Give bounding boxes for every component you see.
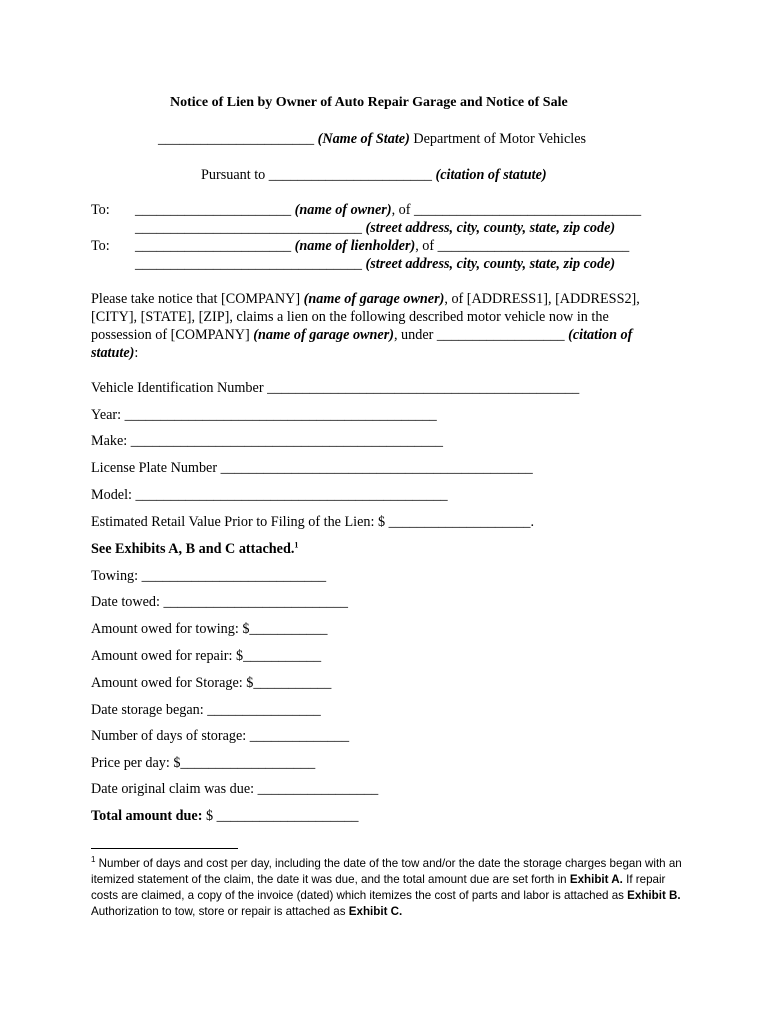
- owner-line: [135, 201, 641, 219]
- owner-label: (name of owner): [294, 202, 392, 218]
- storage-began-field: Date storage began: ________________: [91, 702, 321, 718]
- footnote-text: Authorization to tow, store or repair is attached as: [91, 905, 349, 918]
- citation-label: statute): [91, 345, 135, 361]
- notice-text: , of [ADDRESS1], [ADDRESS2],: [444, 291, 640, 307]
- lienholder-blank-2: ___________________________: [437, 238, 630, 254]
- document-title: Notice of Lien by Owner of Auto Repair Garage and Notice of Sale: [170, 95, 568, 110]
- exhibit-c-ref: Exhibit C.: [348, 905, 403, 918]
- notice-text: Please take notice that [COMPANY]: [91, 291, 304, 307]
- amount-storage-field: Amount owed for Storage: $___________: [91, 675, 332, 691]
- pursuant-line: [201, 166, 547, 184]
- lienholder-blank: ______________________: [135, 238, 292, 254]
- price-per-day-field: Price per day: $___________________: [91, 755, 316, 771]
- notice-text: possession of [COMPANY]: [91, 327, 254, 343]
- owner-address-line: [135, 219, 615, 237]
- to-owner-label: To:: [91, 202, 110, 218]
- year-field: Year: ____________________________________________: [91, 407, 437, 423]
- days-storage-field: Number of days of storage: ______________: [91, 728, 350, 744]
- make-field: Make: ____________________________________________: [91, 433, 443, 449]
- lienholder-of: , of: [415, 238, 438, 254]
- total-due-label: Total amount due:: [91, 808, 203, 824]
- footnote-text: If repair costs are claimed, a copy of the invoice (dated) which itemizes the cost of parts and labor is attached as: [91, 873, 666, 902]
- to-lienholder-label: To:: [91, 238, 110, 254]
- lienholder-line: [135, 237, 629, 255]
- lienholder-address-label: (street address, city, county, state, zip code): [365, 256, 616, 272]
- total-due-field: [91, 807, 358, 825]
- exhibits-text: See Exhibits A, B and C attached.: [91, 541, 295, 557]
- owner-address-blank: ________________________________: [135, 220, 362, 236]
- state-label: (Name of State): [317, 131, 410, 147]
- total-due-blank: $ ____________________: [202, 808, 359, 824]
- notice-line-4: [91, 344, 138, 362]
- state-blank: ______________________: [158, 131, 315, 147]
- garage-owner-label: (name of garage owner): [253, 327, 394, 343]
- notice-line-2: [CITY], [STATE], [ZIP], claims a lien on the following described motor vehicle now in the: [91, 309, 609, 325]
- owner-of: , of: [391, 202, 415, 218]
- license-plate-field: License Plate Number ____________________________________________: [91, 460, 533, 476]
- notice-line-3: [91, 326, 632, 344]
- owner-blank: ______________________: [135, 202, 292, 218]
- garage-owner-label: (name of garage owner): [303, 291, 445, 307]
- lienholder-label: (name of lienholder): [294, 238, 416, 254]
- amount-repair-field: Amount owed for repair: $___________: [91, 648, 322, 664]
- notice-text: , under __________________: [393, 327, 569, 343]
- footnote: [91, 856, 691, 920]
- exhibits-line: [91, 540, 298, 558]
- date-towed-field: Date towed: __________________________: [91, 594, 348, 610]
- notice-text: :: [134, 345, 139, 361]
- citation-label: (citation of: [568, 327, 633, 343]
- exhibit-b-ref: Exhibit B.: [627, 889, 681, 902]
- notice-line-1: [91, 290, 640, 308]
- vin-field: Vehicle Identification Number ____________________________________________: [91, 380, 580, 396]
- claim-due-field: Date original claim was due: _________________: [91, 781, 379, 797]
- dmv-text: Department of Motor Vehicles: [409, 131, 587, 147]
- exhibit-a-ref: Exhibit A.: [569, 873, 623, 886]
- towing-field: Towing: __________________________: [91, 568, 327, 584]
- citation-label: (citation of statute): [435, 167, 547, 183]
- pursuant-prefix: Pursuant to: [201, 167, 269, 183]
- amount-towing-field: Amount owed for towing: $___________: [91, 621, 328, 637]
- citation-blank: _______________________: [268, 167, 432, 183]
- owner-address-label: (street address, city, county, state, zip code): [365, 220, 616, 236]
- footnote-text: Number of days and cost per day, including the date of the tow and/or the date the storage charges began with an itemized statement of the claim, the date it was due, and the total amount due are set forth in: [91, 857, 682, 886]
- lienholder-address-line: [135, 255, 615, 273]
- footnote-ref: 1: [294, 540, 299, 550]
- lienholder-address-blank: ________________________________: [135, 256, 362, 272]
- footnote-divider: [91, 848, 238, 849]
- footnote-number: 1: [91, 855, 96, 865]
- estimated-value-field: Estimated Retail Value Prior to Filing of the Lien: $ ____________________.: [91, 514, 535, 530]
- owner-blank-2: ________________________________: [414, 202, 642, 218]
- model-field: Model: ____________________________________________: [91, 487, 448, 503]
- state-line: [158, 130, 586, 148]
